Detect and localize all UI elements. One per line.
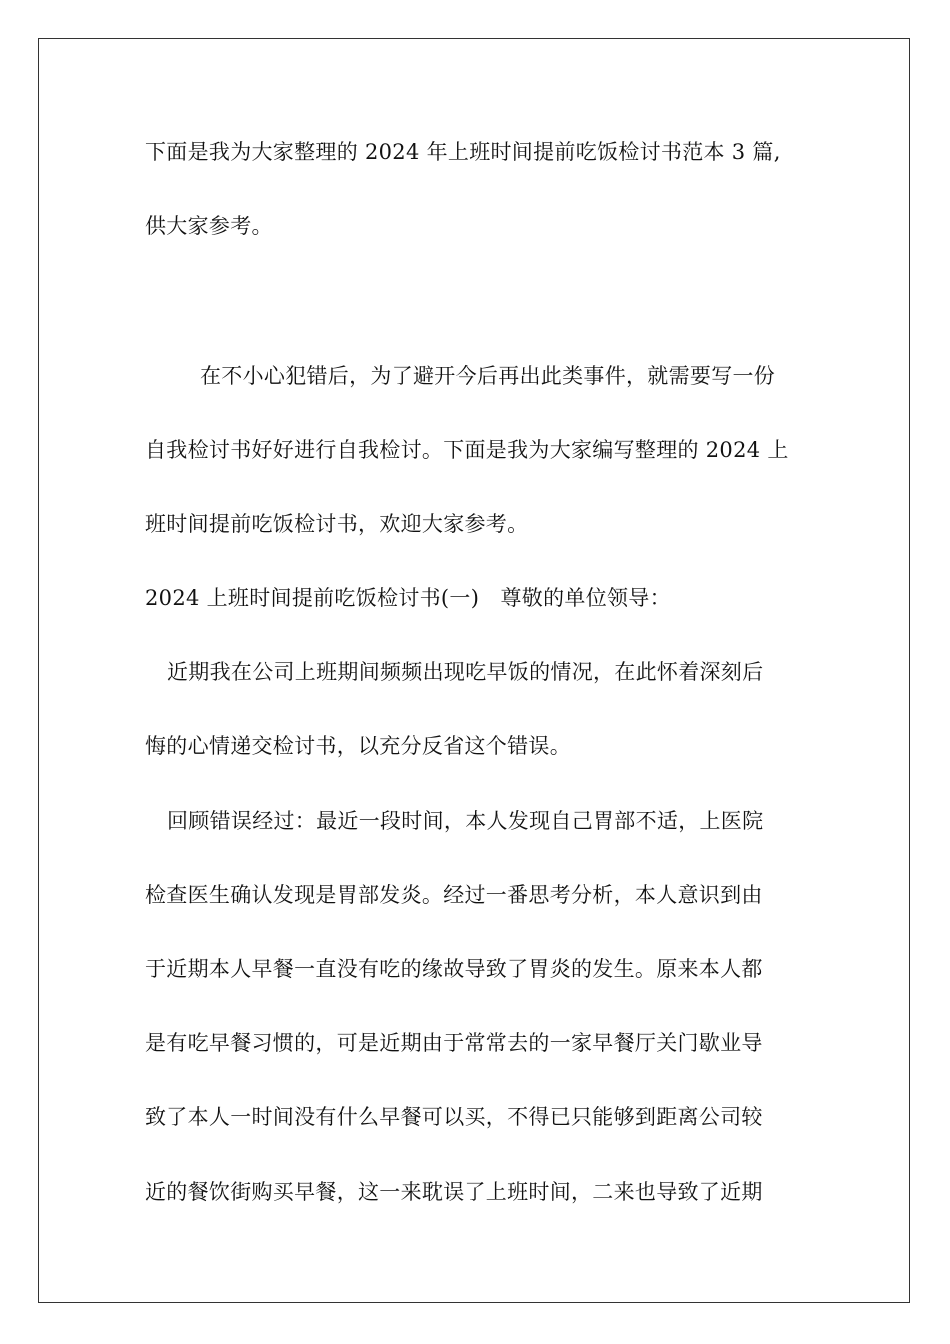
paragraph2-line-1: 回顾错误经过：最近一段时间，本人发现自己胃部不适，上医院 [167, 809, 764, 833]
letter-heading: 2024 上班时间提前吃饭检讨书(一) 尊敬的单位领导： [145, 586, 671, 610]
paragraph2-line-2: 检查医生确认发现是胃部发炎。经过一番思考分析，本人意识到由 [145, 883, 763, 907]
paragraph2-line-6: 近的餐饮街购买早餐，这一来耽误了上班时间，二来也导致了近期 [145, 1180, 763, 1204]
summary-line-1: 在不小心犯错后，为了避开今后再出此类事件，就需要写一份 [200, 364, 776, 388]
paragraph2-line-5: 致了本人一时间没有什么早餐可以买，不得已只能够到距离公司较 [145, 1105, 763, 1129]
intro-line-2: 供大家参考。 [145, 214, 273, 238]
summary-line-3: 班时间提前吃饭检讨书，欢迎大家参考。 [145, 512, 529, 536]
paragraph1-line-2: 悔的心情递交检讨书，以充分反省这个错误。 [145, 734, 571, 758]
paragraph2-line-4: 是有吃早餐习惯的，可是近期由于常常去的一家早餐厅关门歇业导 [145, 1031, 763, 1055]
intro-line-1: 下面是我为大家整理的 2024 年上班时间提前吃饭检讨书范本 3 篇, [145, 140, 781, 164]
summary-line-2: 自我检讨书好好进行自我检讨。下面是我为大家编写整理的 2024 上 [145, 438, 789, 462]
paragraph2-line-3: 于近期本人早餐一直没有吃的缘故导致了胃炎的发生。原来本人都 [145, 957, 763, 981]
paragraph1-line-1: 近期我在公司上班期间频频出现吃早饭的情况，在此怀着深刻后 [167, 660, 764, 684]
